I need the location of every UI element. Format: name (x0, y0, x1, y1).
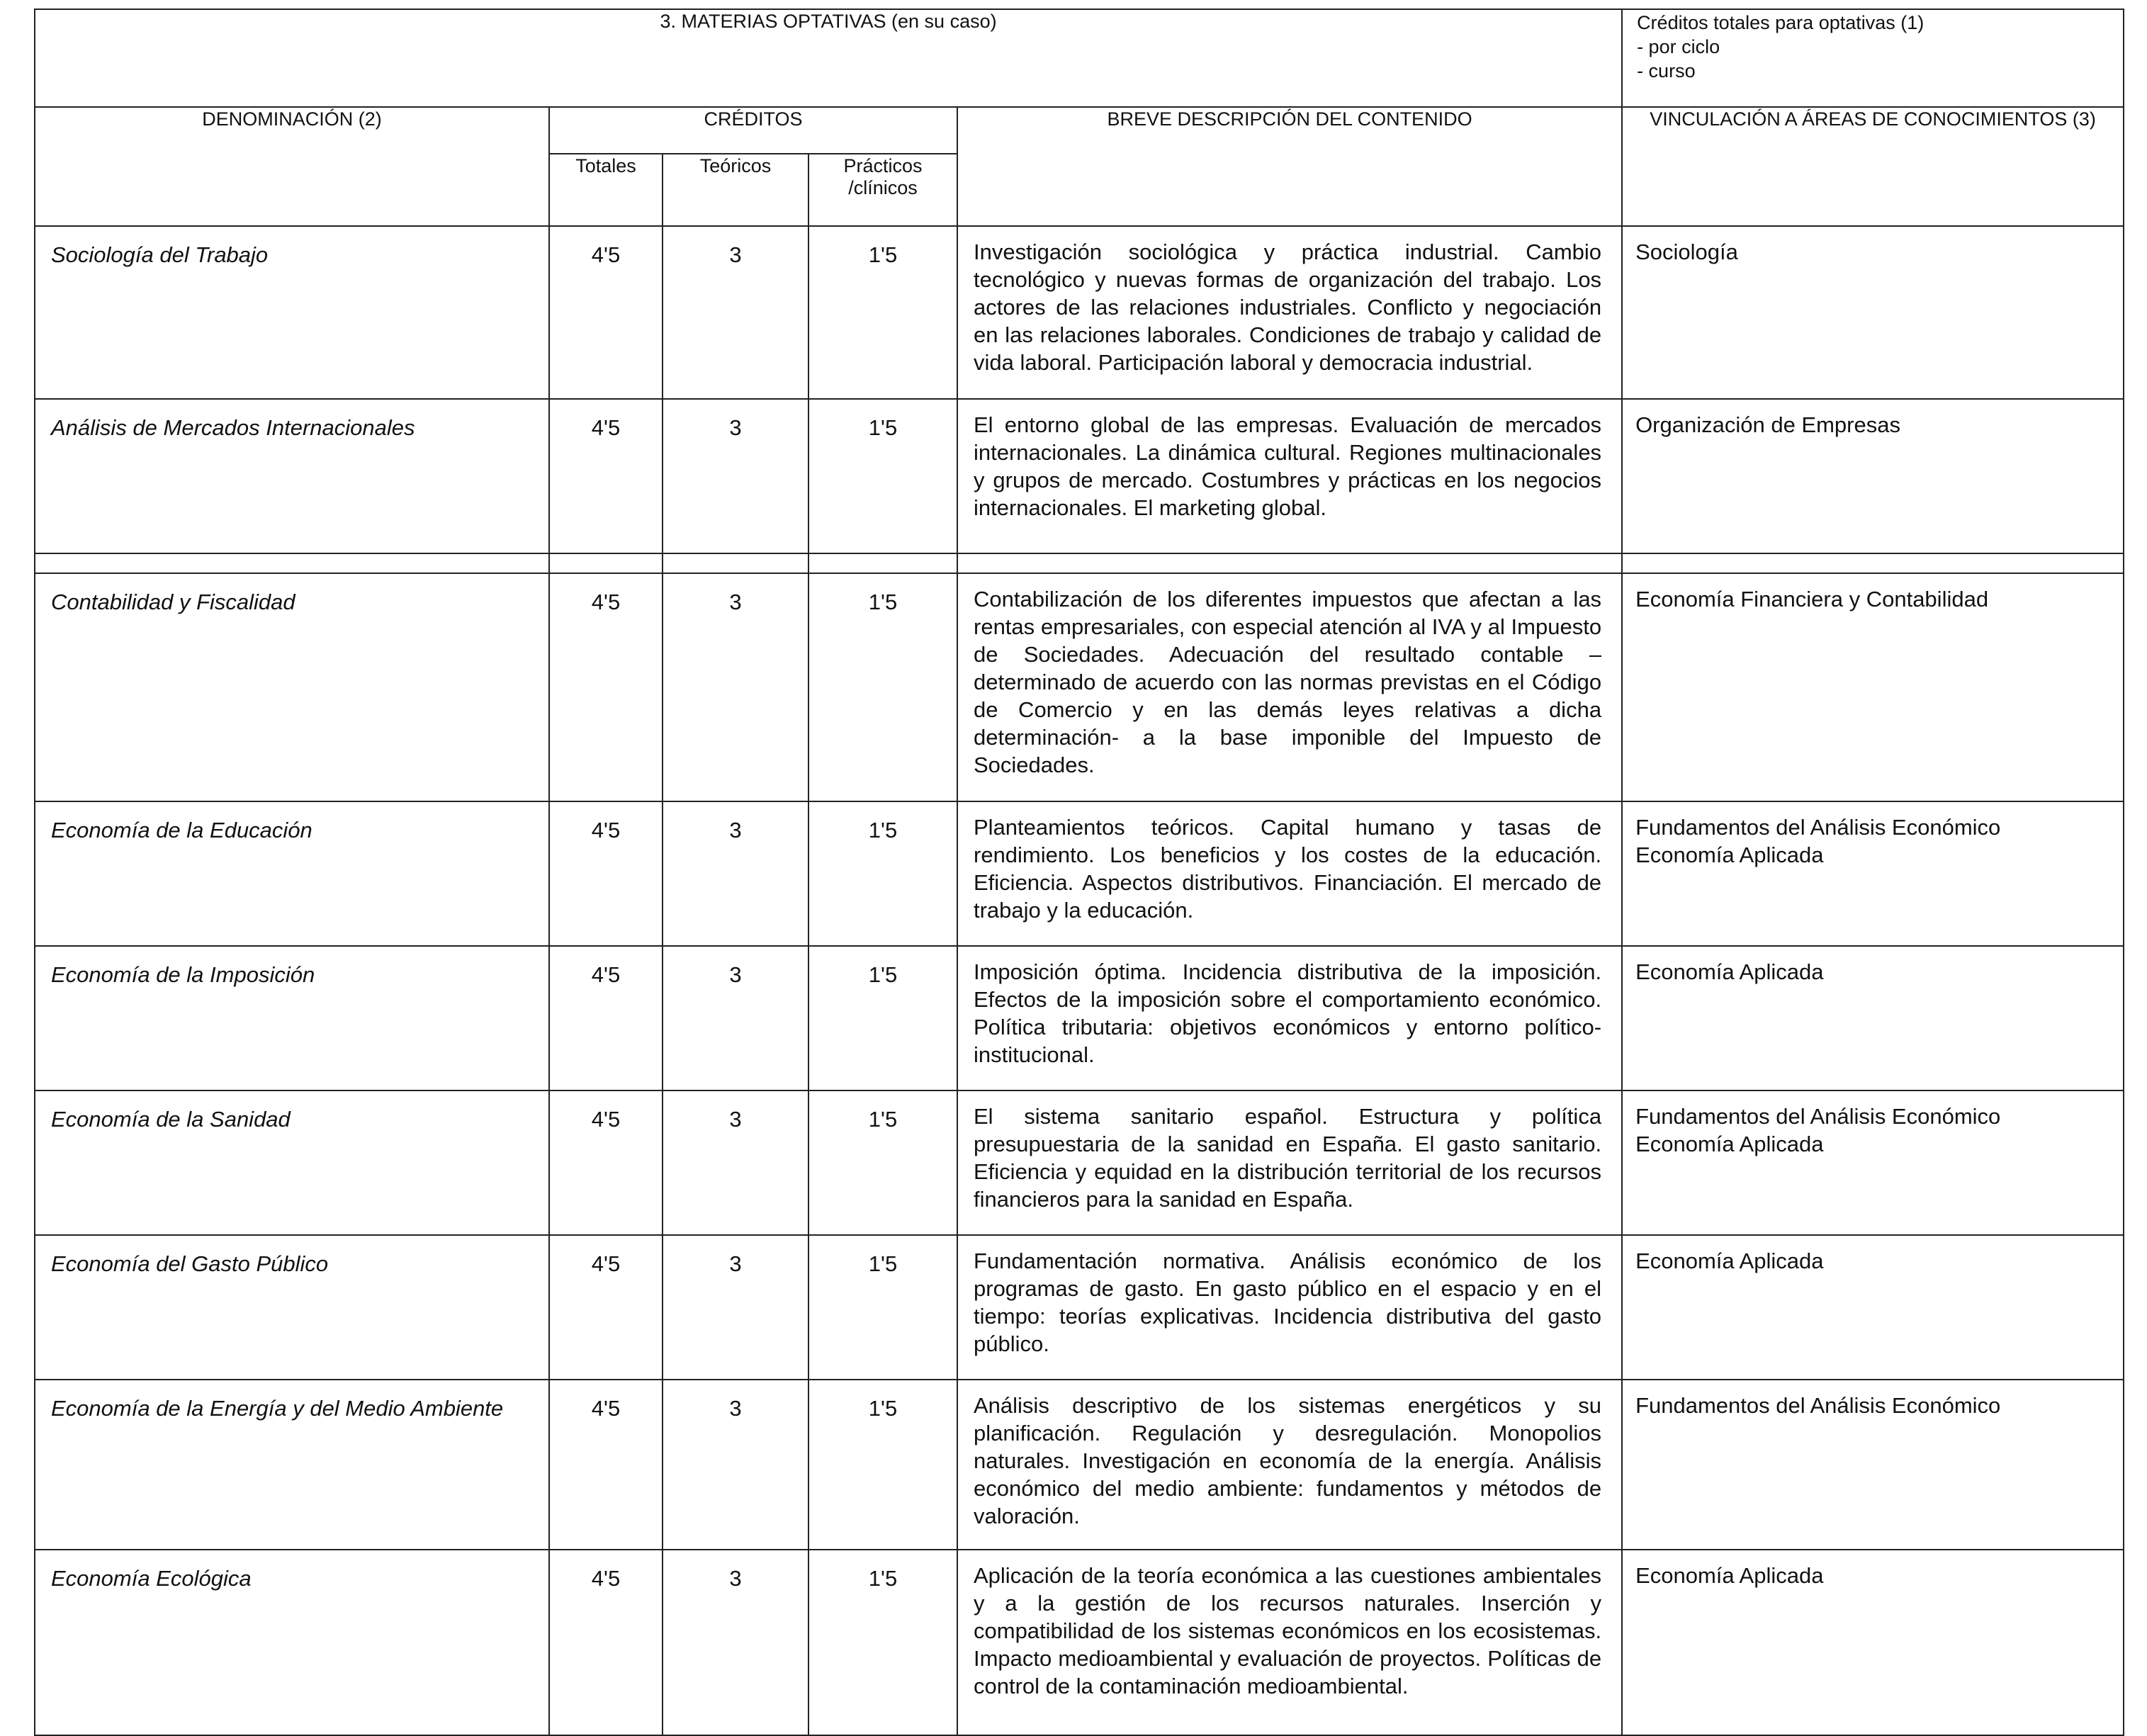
table-row (35, 1235, 2124, 1380)
credits-practicos: 1'5 (808, 1235, 957, 1380)
optativas-table (34, 9, 2124, 1736)
table-row (35, 946, 2124, 1090)
knowledge-area: Fundamentos del Análisis Económico (1635, 1393, 2001, 1418)
column-totales: Totales (549, 154, 663, 226)
table-row (35, 226, 2124, 399)
credits-teoricos: 3 (663, 1550, 808, 1735)
credits-teoricos: 3 (663, 946, 808, 1090)
credits-teoricos: 3 (663, 1235, 808, 1380)
knowledge-areas (1622, 399, 2124, 553)
credits-totales: 4'5 (549, 399, 663, 553)
content-description: Contabilización de los diferentes impuestos que afectan a las rentas empresariales, con especial atención al IVA y al Impuesto de Sociedades. Adecuación del resultado contable –determinado de acuerdo con las normas previstas en el Código de Comercio y en las demás leyes relativas a dicha determinación- a la base imponible del Impuesto de Sociedades. (957, 573, 1622, 801)
credits-totales: 4'5 (549, 1380, 663, 1550)
subject-name: Contabilidad y Fiscalidad (35, 573, 549, 801)
content-description: Investigación sociológica y práctica industrial. Cambio tecnológico y nuevas formas de organización del trabajo. Los actores de las relaciones industriales. Conflicto y negociación en las relaciones laborales. Condiciones de trabajo y calidad de vida laboral. Participación laboral y democracia industrial. (957, 226, 1622, 399)
content-description: Aplicación de la teoría económica a las cuestiones ambientales y a la gestión de los recursos naturales. Inserción y compatibilidad de los sistemas económicos en los ecosistemas. Impacto medioambiental y evaluación de proyectos. Políticas de control de la contaminación medioambiental. (957, 1550, 1622, 1735)
knowledge-areas (1622, 801, 2124, 946)
credits-practicos: 1'5 (808, 1380, 957, 1550)
content-description: Fundamentación normativa. Análisis económico de los programas de gasto. En gasto público en el espacio y en el tiempo: teorías explicativas. Incidencia distributiva del gasto público. (957, 1235, 1622, 1380)
credits-teoricos: 3 (663, 1380, 808, 1550)
credits-teoricos: 3 (663, 573, 808, 801)
content-description: Planteamientos teóricos. Capital humano y tasas de rendimiento. Los beneficios y los costes de la educación. Eficiencia. Aspectos distributivos. Financiación. El mercado de trabajo y la educación. (957, 801, 1622, 946)
column-descripcion: BREVE DESCRIPCIÓN DEL CONTENIDO (957, 107, 1622, 226)
spacer-cell (549, 553, 663, 573)
credits-practicos: 1'5 (808, 226, 957, 399)
content-description: Imposición óptima. Incidencia distributiva de la imposición. Efectos de la imposición sobre el comportamiento económico. Política tributaria: objetivos económicos y entorno político-institucional. (957, 946, 1622, 1090)
subject-name: Economía de la Imposición (35, 946, 549, 1090)
knowledge-areas (1622, 1380, 2124, 1550)
content-description: El entorno global de las empresas. Evaluación de mercados internacionales. La dinámica cultural. Regiones multinacionales y grupos de mercado. Costumbres y prácticas en los negocios internacionales. El marketing global. (957, 399, 1622, 553)
knowledge-areas (1622, 946, 2124, 1090)
subject-name: Análisis de Mercados Internacionales (35, 399, 549, 553)
column-vinculacion: VINCULACIÓN A ÁREAS DE CONOCIMIENTOS (3) (1622, 107, 2124, 226)
knowledge-area: Fundamentos del Análisis Económico (1635, 1104, 2001, 1129)
page-break-row (35, 553, 2124, 573)
credits-teoricos: 3 (663, 1090, 808, 1235)
credits-practicos: 1'5 (808, 573, 957, 801)
knowledge-area: Sociología (1635, 239, 1738, 264)
credits-info-line: Créditos totales para optativas (1) (1637, 12, 1925, 33)
credits-totales: 4'5 (549, 946, 663, 1090)
credits-totales: 4'5 (549, 1550, 663, 1735)
knowledge-areas (1622, 573, 2124, 801)
column-practicos (808, 154, 957, 226)
credits-totales: 4'5 (549, 1090, 663, 1235)
spacer-cell (35, 553, 549, 573)
subject-name: Economía de la Educación (35, 801, 549, 946)
credits-practicos: 1'5 (808, 946, 957, 1090)
knowledge-area: Economía Aplicada (1635, 1132, 1824, 1156)
credits-totales: 4'5 (549, 573, 663, 801)
credits-practicos: 1'5 (808, 399, 957, 553)
knowledge-area: Economía Aplicada (1635, 1563, 1824, 1588)
content-description: Análisis descriptivo de los sistemas energéticos y su planificación. Regulación y desregulación. Monopolios naturales. Investigación en economía de la energía. Análisis económico del medio ambiente: fundamentos y métodos de valoración. (957, 1380, 1622, 1550)
table-body (35, 226, 2124, 1735)
subject-name: Economía del Gasto Público (35, 1235, 549, 1380)
table-row (35, 1380, 2124, 1550)
column-creditos: CRÉDITOS (549, 107, 957, 154)
document-page (34, 9, 2123, 1736)
knowledge-areas (1622, 1235, 2124, 1380)
content-description: El sistema sanitario español. Estructura y política presupuestaria de la sanidad en España. El gasto sanitario. Eficiencia y equidad en la distribución territorial de los recursos financieros para la sanidad en España. (957, 1090, 1622, 1235)
table-row (35, 1550, 2124, 1735)
knowledge-area: Economía Aplicada (1635, 959, 1824, 984)
section-title: 3. MATERIAS OPTATIVAS (en su caso) (35, 9, 1622, 107)
column-practicos-line: /clínicos (848, 177, 918, 198)
credits-practicos: 1'5 (808, 1550, 957, 1735)
table-row (35, 801, 2124, 946)
spacer-cell (663, 553, 808, 573)
knowledge-areas (1622, 1550, 2124, 1735)
credits-teoricos: 3 (663, 399, 808, 553)
knowledge-area: Fundamentos del Análisis Económico (1635, 815, 2001, 840)
knowledge-areas (1622, 226, 2124, 399)
spacer-cell (957, 553, 1622, 573)
knowledge-area: Economía Aplicada (1635, 1249, 1824, 1273)
spacer-cell (808, 553, 957, 573)
credits-totales: 4'5 (549, 801, 663, 946)
spacer-cell (1622, 553, 2124, 573)
table-row (35, 1090, 2124, 1235)
credits-info-box (1622, 9, 2124, 107)
subject-name: Economía de la Energía y del Medio Ambiente (35, 1380, 549, 1550)
subject-name: Economía Ecológica (35, 1550, 549, 1735)
column-denominacion: DENOMINACIÓN (2) (35, 107, 549, 226)
knowledge-area: Economía Aplicada (1635, 842, 1824, 867)
knowledge-area: Organización de Empresas (1635, 412, 1900, 437)
column-practicos-line: Prácticos (843, 155, 923, 176)
credits-info-line: - por ciclo (1637, 36, 1720, 57)
credits-practicos: 1'5 (808, 1090, 957, 1235)
credits-info-line: - curso (1637, 60, 1696, 81)
credits-totales: 4'5 (549, 1235, 663, 1380)
table-row (35, 399, 2124, 553)
column-teoricos: Teóricos (663, 154, 808, 226)
subject-name: Economía de la Sanidad (35, 1090, 549, 1235)
knowledge-areas (1622, 1090, 2124, 1235)
credits-teoricos: 3 (663, 226, 808, 399)
subject-name: Sociología del Trabajo (35, 226, 549, 399)
credits-practicos: 1'5 (808, 801, 957, 946)
credits-totales: 4'5 (549, 226, 663, 399)
table-row (35, 573, 2124, 801)
credits-teoricos: 3 (663, 801, 808, 946)
knowledge-area: Economía Financiera y Contabilidad (1635, 587, 1989, 611)
